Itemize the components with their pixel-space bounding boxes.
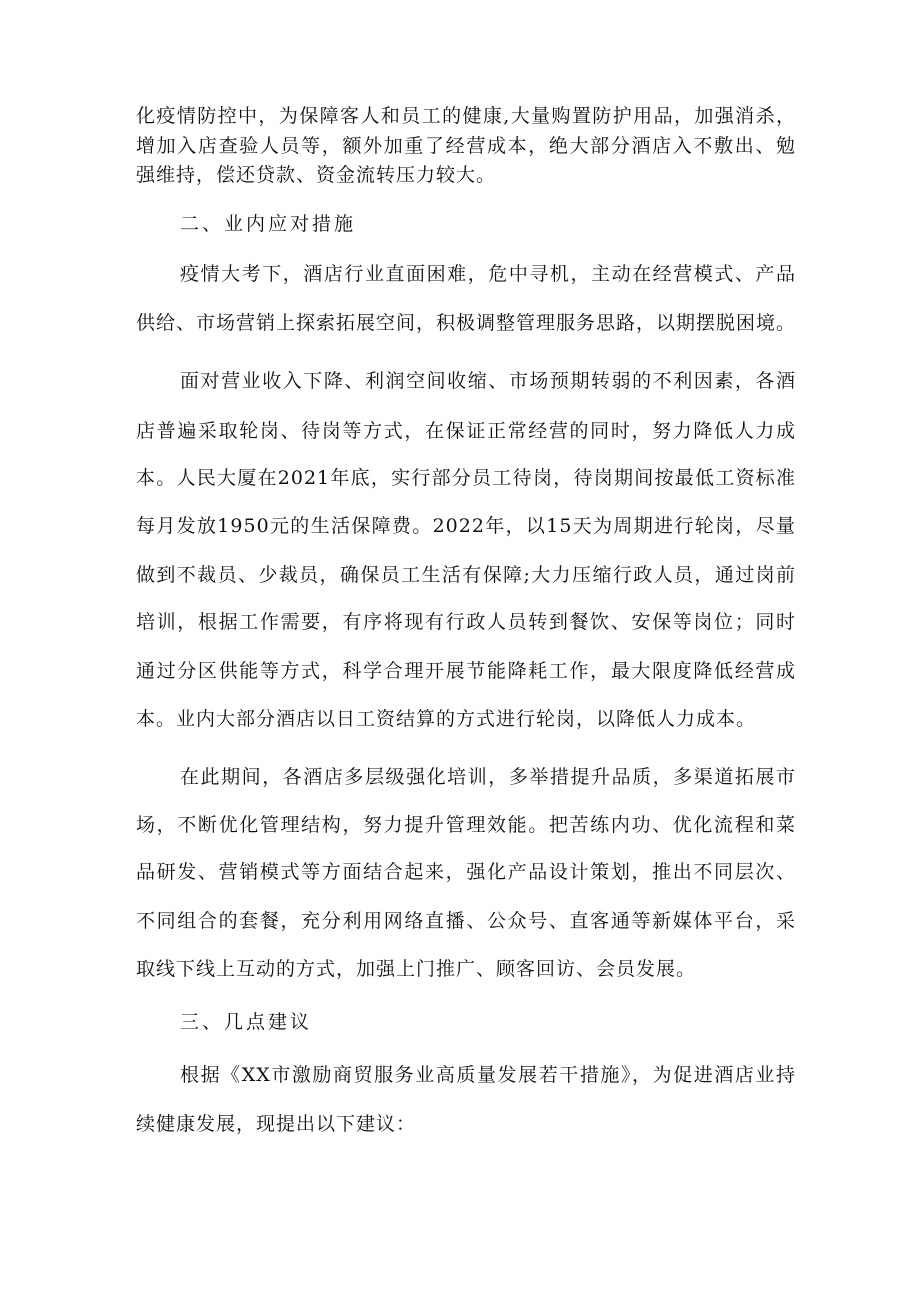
- text-line: 通过分区供能等方式，科学合理开展节能降耗工作，最大限度降低经营成: [136, 660, 796, 682]
- text-line: 供给、市场营销上探索拓展空间，积极调整管理服务思路，以期摆脱困境。: [136, 312, 797, 334]
- text-line: 疫情大考下，酒店行业直面困难，危中寻机，主动在经营模式、产品: [180, 263, 796, 285]
- text-line: 不同组合的套餐，充分利用网络直播、公众号、直客通等新媒体平台，采: [136, 910, 796, 932]
- text-line: 续健康发展，现提出以下建议：: [136, 1113, 417, 1135]
- text-line: 做到不裁员、少裁员，确保员工生活有保障;大力压缩行政人员，通过岗前: [136, 564, 796, 586]
- text-line: 店普遍采取轮岗、待岗等方式，在保证正常经营的同时，努力降低人力成: [136, 420, 796, 442]
- text-line: 品研发、营销模式等方面结合起来，强化产品设计策划，推出不同层次、: [136, 861, 796, 883]
- text-line: 化疫情防控中，为保障客人和员工的健康,大量购置防护用品，加强消杀，: [136, 105, 796, 127]
- text-line: 本。业内大部分酒店以日工资结算的方式进行轮岗，以降低人力成本。: [136, 708, 757, 730]
- text-line: 每月发放1950元的生活保障费。2022年，以15天为周期进行轮岗，尽量: [136, 515, 796, 537]
- text-line: 面对营业收入下降、利润空间收缩、市场预期转弱的不利因素，各酒: [180, 370, 796, 392]
- section-heading: 三、几点建议: [180, 1011, 313, 1033]
- text-line: 本。人民大厦在2021年底，实行部分员工待岗，待岗期间按最低工资标准: [136, 467, 796, 489]
- text-line: 场，不断优化管理结构，努力提升管理效能。把苦练内功、优化流程和菜: [136, 814, 796, 836]
- text-line: 增加入店查验人员等，额外加重了经营成本，绝大部分酒店入不敷出、勉: [136, 135, 796, 157]
- text-line: 强维持，偿还贷款、资金流转压力较大。: [136, 164, 497, 186]
- text-line: 取线下线上互动的方式，加强上门推广、顾客回访、会员发展。: [136, 958, 697, 980]
- text-line: 根据《XX市激励商贸服务业高质量发展若干措施》，为促进酒店业持: [180, 1064, 796, 1086]
- text-line: 在此期间，各酒店多层级强化培训，多举措提升品质，多渠道拓展市: [180, 766, 796, 788]
- text-line: 培训，根据工作需要，有序将现有行政人员转到餐饮、安保等岗位；同时: [136, 611, 796, 633]
- section-heading: 二、业内应对措施: [180, 213, 357, 235]
